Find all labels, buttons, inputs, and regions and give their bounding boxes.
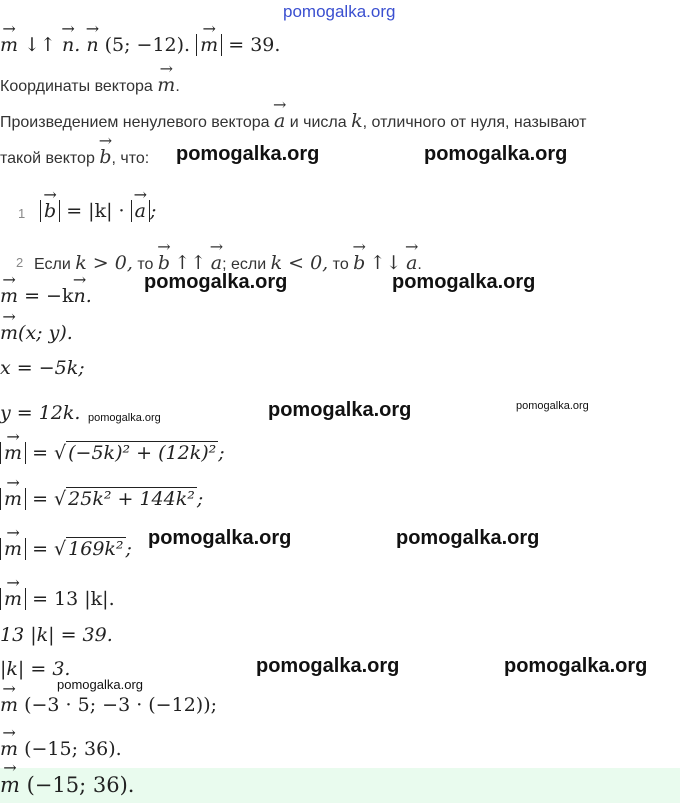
modulus-line-4: → m = 13 |k|.: [0, 588, 115, 610]
watermark: pomogalka.org: [256, 655, 400, 677]
modulus-line-2: → m = √ 25k² + 144k² ;: [0, 488, 203, 510]
watermark: pomogalka.org: [396, 527, 540, 549]
answer-line: → m (−15; 36).: [0, 773, 134, 797]
watermark: pomogalka.org: [144, 271, 288, 293]
watermark: pomogalka.org: [148, 527, 292, 549]
definition-line-1: Произведением ненулевого вектора → a и числа k, отличного от нуля, называют: [0, 110, 587, 132]
x-equation: x = −5k;: [0, 357, 85, 379]
watermark: pomogalka.org: [176, 143, 320, 165]
watermark: pomogalka.org: [268, 399, 412, 421]
watermark-small: pomogalka.org: [88, 412, 161, 424]
modulus-line-1: → m = √ (−5k)² + (12k)² ;: [0, 442, 225, 464]
list-item-2: Если k > 0, то → b ↑↑ → a; если k < 0, то → b ↑↓ → a.: [34, 252, 422, 274]
m-coordinates: → m(x; y).: [0, 322, 73, 344]
watermark: pomogalka.org: [392, 271, 536, 293]
list-item-1: → b = |k| · → a ;: [40, 200, 156, 222]
watermark-top: pomogalka.org: [283, 2, 396, 21]
watermark: pomogalka.org: [424, 143, 568, 165]
watermark-small: pomogalka.org: [57, 677, 143, 692]
watermark-small: pomogalka.org: [516, 400, 589, 412]
result-line: → m (−15; 36).: [0, 738, 122, 760]
condition-line: → m ↓↑ → n. → n (5; −12). → m = 39.: [0, 34, 280, 56]
coords-heading: Координаты вектора → m.: [0, 74, 180, 96]
modulus-line-3: → m = √ 169k² ;: [0, 538, 132, 560]
y-equation: y = 12k.: [0, 402, 81, 424]
definition-line-2: такой вектор → b, что:: [0, 146, 149, 168]
calc-line: → m (−3 · 5; −3 · (−12));: [0, 694, 217, 716]
list-number: 1: [18, 206, 26, 221]
list-number: 2: [16, 255, 24, 270]
watermark: pomogalka.org: [504, 655, 648, 677]
abs-k: |k| = 3.: [0, 658, 71, 680]
equation-13k: 13 |k| = 39.: [0, 624, 113, 646]
relation-line: → m = −k→ n.: [0, 285, 92, 307]
